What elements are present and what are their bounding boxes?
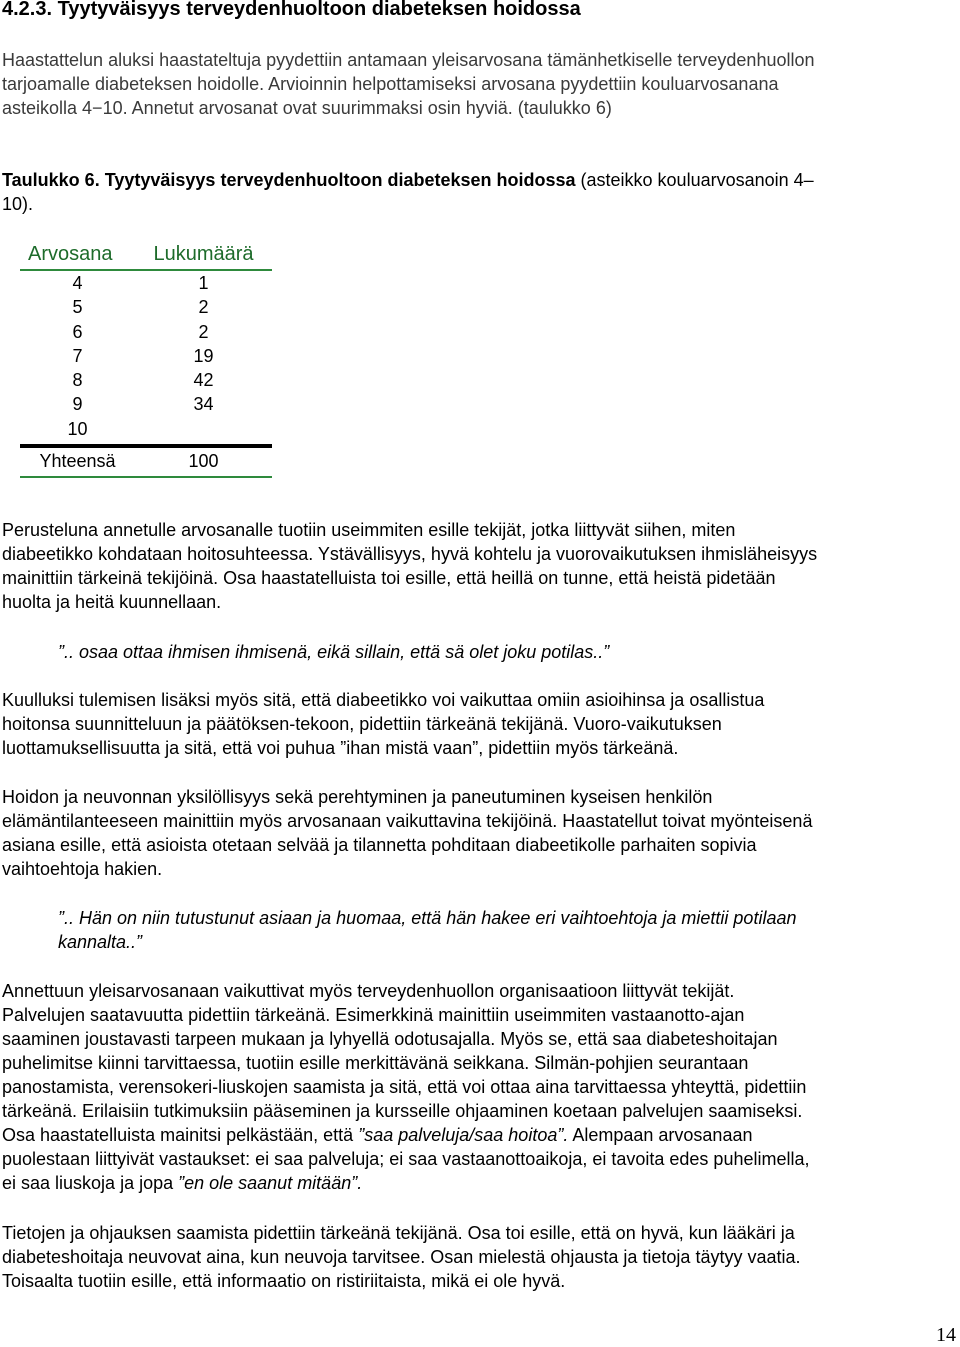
- intro-line: Haastattelun aluksi haastateltuja pyydettiin antamaan yleisarvosana tämänhetkiselle terveydenhuollon: [2, 50, 815, 70]
- paragraph-line: luottamuksellisuutta ja sitä, että voi puhua ”ihan mistä vaan”, pidettiin myös tärkeänä.: [2, 738, 679, 758]
- table-row: [20, 320, 272, 344]
- paragraph-line: asiana esille, että asioista otetaan selvää ja tilannetta pohditaan diabeetikolle parhaiten sopivia: [2, 835, 757, 855]
- table-row: [20, 295, 272, 319]
- paragraph-line: vaihtoehtoja hakien.: [2, 859, 163, 879]
- caption-line: 10).: [2, 194, 34, 214]
- section-heading: 4.2.3. Tyytyväisyys terveydenhuoltoon diabeteksen hoidossa: [2, 0, 581, 20]
- paragraph-line: [2, 1123, 954, 1147]
- paragraph-2: [2, 688, 954, 760]
- grade-table: [20, 240, 272, 478]
- paragraph-4: [2, 979, 954, 1195]
- count-cell: 34: [193, 394, 214, 415]
- intro-line: tarjoamalle diabeteksen hoidolle. Arvioinnin helpottamiseksi arvosana pyydettiin kouluarvosanana: [2, 74, 779, 94]
- table-total-row: [20, 448, 272, 478]
- intro-paragraph: [2, 48, 954, 120]
- quote-1: [58, 640, 938, 664]
- paragraph-line: puolestaan liittyivät vastaukset: ei saa palveluja; ei saa vastaanottoaikoja, ei tavoita edes puhelimella,: [2, 1149, 810, 1169]
- grade-cell: 8: [72, 370, 83, 391]
- paragraph-line: saaminen joustavasti tarpeen mukaan ja lyhyellä odotusajalla. Myös se, että saa diabeteshoitajan: [2, 1029, 778, 1049]
- count-cell: [135, 417, 272, 441]
- table-row: [20, 392, 272, 416]
- count-cell: 19: [193, 345, 214, 366]
- grade-cell: 9: [72, 394, 83, 415]
- quote-2: [58, 906, 938, 954]
- paragraph-line: puhelimitse kiinni tarvittaessa, tuotiin esille merkittävänä seikkana. Silmän-pohjien seurantaan: [2, 1053, 749, 1073]
- text-run: ei saa liuskoja ja jopa: [2, 1173, 179, 1193]
- paragraph-line: Kuulluksi tulemisen lisäksi myös sitä, että diabeetikko voi vaikuttaa omiin asioihinsa ja osallistua: [2, 690, 765, 710]
- quote-line: ”.. Hän on niin tutustunut asiaan ja huomaa, että hän hakee eri vaihtoehtoja ja miettii potilaan: [58, 908, 797, 928]
- paragraph-line: Tietojen ja ohjauksen saamista pidettiin tärkeänä tekijänä. Osa toi esille, että on hyvä, kun lääkäri ja: [2, 1223, 795, 1243]
- caption-line: [2, 168, 954, 192]
- total-label: Yhteensä: [39, 451, 116, 472]
- grade-cell: 10: [67, 418, 88, 439]
- grade-cell: 6: [72, 321, 83, 342]
- paragraph-line: hoitonsa suunnitteluun ja päätöksen-tekoon, pidettiin tärkeänä tekijänä. Vuoro-vaikutuksen: [2, 714, 722, 734]
- paragraph-line: elämäntilanteeseen mainittiin myös arvosanaan vaikuttavina tekijöinä. Haastatellut toivat myönteisenä: [2, 811, 813, 831]
- paragraph-5: [2, 1221, 954, 1293]
- paragraph-line: Hoidon ja neuvonnan yksilöllisyys sekä perehtyminen ja paneutuminen kyseisen henkilön: [2, 787, 713, 807]
- table-caption: [2, 168, 954, 216]
- intro-line: asteikolla 4−10. Annetut arvosanat ovat suurimmaksi osin hyviä. (taulukko 6): [2, 98, 612, 118]
- paragraph-line: diabeetikko kohdataan hoitosuhteessa. Ystävällisyys, hyvä kohtelu ja vuorovaikutuksen ihmisläheisyys: [2, 544, 818, 564]
- quote-line: kannalta..”: [58, 932, 143, 952]
- table-row: [20, 368, 272, 392]
- total-value: 100: [188, 451, 219, 472]
- paragraph-line: diabeteshoitaja neuvovat aina, kun neuvoja tarvitsee. Osan mielestä ohjausta ja tietoja täytyy vaatia.: [2, 1247, 801, 1267]
- paragraph-line: mainittiin tärkeinä tekijöinä. Osa haastatelluista toi esille, että heillä on tunne, että heistä pidetään: [2, 568, 776, 588]
- grade-cell: 7: [72, 345, 83, 366]
- table-header-row: [20, 240, 272, 271]
- table-row: [20, 417, 272, 441]
- count-cell: 2: [198, 321, 209, 342]
- count-cell: 42: [193, 370, 214, 391]
- caption-rest: (asteikko kouluarvosanoin 4–: [575, 170, 814, 190]
- count-cell: 2: [198, 297, 209, 318]
- table-row: [20, 271, 272, 295]
- quoted-phrase: ”en ole saanut mitään”.: [178, 1173, 363, 1193]
- column-header-count: Lukumäärä: [153, 243, 254, 265]
- paragraph-line: Annettuun yleisarvosanaan vaikuttivat myös terveydenhuollon organisaatioon liittyvät tekijät.: [2, 981, 735, 1001]
- paragraph-line: huolta ja heitä kuunnellaan.: [2, 592, 222, 612]
- grade-cell: 5: [72, 297, 83, 318]
- page-number: 14: [936, 1324, 956, 1346]
- grade-cell: 4: [72, 273, 83, 293]
- table-row: [20, 344, 272, 368]
- paragraph-line: tärkeänä. Erilaisiin tutkimuksiin pääseminen ja kursseille ohjaaminen koetaan palvelujen saamiseksi.: [2, 1101, 803, 1121]
- column-header-grade: Arvosana: [28, 243, 113, 265]
- paragraph-line: Toisaalta tuotiin esille, että informaatio on ristiriitaista, mikä ei ole hyvä.: [2, 1271, 566, 1291]
- paragraph-1: [2, 518, 954, 614]
- caption-label: Taulukko 6. Tyytyväisyys terveydenhuoltoon diabeteksen hoidossa: [2, 170, 576, 190]
- text-run: Osa haastatelluista mainitsi pelkästään, että: [2, 1125, 359, 1145]
- paragraph-line: [2, 1171, 954, 1195]
- paragraph-line: Palvelujen saatavuutta pidettiin tärkeänä. Esimerkkinä mainittiin useimmiten vastaanotto-ajan: [2, 1005, 745, 1025]
- quote-line: ”.. osaa ottaa ihmisen ihmisenä, eikä sillain, että sä olet joku potilas..”: [58, 642, 610, 662]
- paragraph-line: Perusteluna annetulle arvosanalle tuotiin useimmiten esille tekijät, jotka liittyvät siihen, miten: [2, 520, 736, 540]
- quoted-phrase: ”saa palveluja/saa hoitoa”.: [358, 1125, 569, 1145]
- paragraph-3: [2, 785, 954, 881]
- paragraph-line: panostamista, verensokeri-liuskojen saamista ja sitä, että voi ottaa aina tarvittaessa yhteyttä, pidettiin: [2, 1077, 807, 1097]
- text-run: Alempaan arvosanaan: [568, 1125, 753, 1145]
- count-cell: 1: [198, 273, 209, 293]
